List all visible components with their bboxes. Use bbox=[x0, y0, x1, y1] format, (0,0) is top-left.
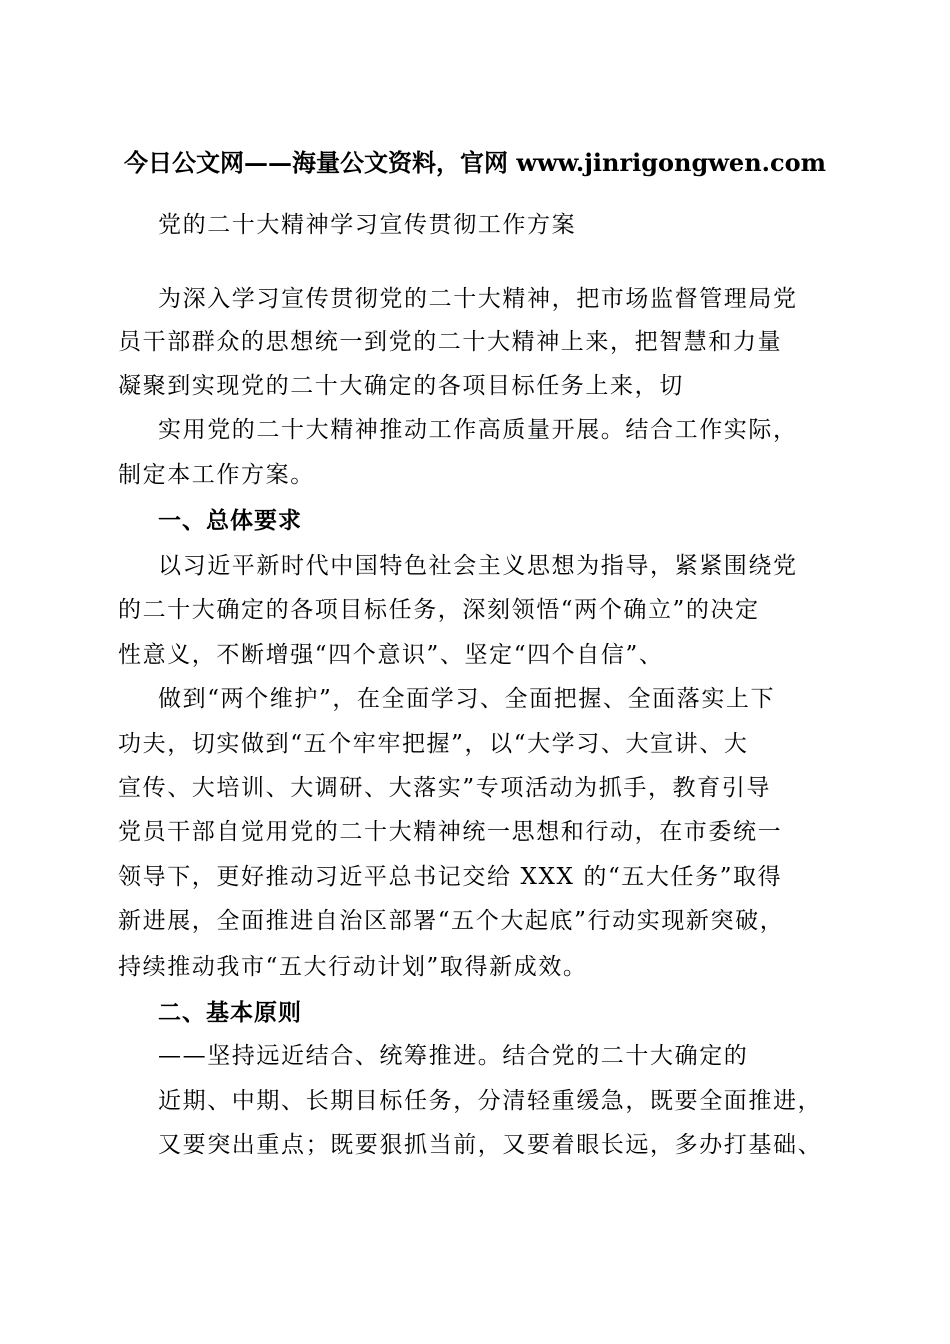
body-line: ——坚持远近结合、统筹推进。结合党的二十大确定的 bbox=[158, 1043, 749, 1069]
body-line: 做到“两个维护”，在全面学习、全面把握、全面落实上下 bbox=[158, 686, 776, 712]
section-heading: 二、基本原则 bbox=[158, 1000, 302, 1026]
body-line: 凝聚到实现党的二十大确定的各项目标任务上来，切 bbox=[118, 373, 684, 399]
body-line: 新进展，全面推进自治区部署“五个大起底”行动实现新突破， bbox=[118, 908, 785, 934]
body-line: 领导下，更好推动习近平总书记交给 XXX 的“五大任务”取得 bbox=[118, 864, 783, 890]
body-line: 近期、中期、长期目标任务，分清轻重缓急，既要全面推进， bbox=[158, 1088, 823, 1114]
body-line: 实用党的二十大精神推动工作高质量开展。结合工作实际， bbox=[158, 417, 798, 443]
body-line: 持续推动我市“五大行动计划”取得新成效。 bbox=[118, 954, 588, 980]
body-line: 性意义，不断增强“四个意识”、坚定“四个自信”、 bbox=[118, 642, 664, 668]
document-header: 今日公文网——海量公文资料，官网 www.jinrigongwen.com bbox=[123, 148, 827, 177]
body-line: 员干部群众的思想统一到党的二十大精神上来，把智慧和力量 bbox=[118, 329, 783, 355]
body-line: 以习近平新时代中国特色社会主义思想为指导，紧紧围绕党 bbox=[158, 553, 798, 579]
body-line: 党员干部自觉用党的二十大精神统一思想和行动，在市委统一 bbox=[118, 819, 783, 845]
body-line: 的二十大确定的各项目标任务，深刻领悟“两个确立”的决定 bbox=[118, 597, 760, 623]
body-line: 又要突出重点；既要狠抓当前，又要着眼长远，多办打基础、 bbox=[158, 1132, 823, 1158]
section-heading: 一、总体要求 bbox=[158, 508, 302, 534]
body-line: 制定本工作方案。 bbox=[118, 462, 315, 488]
body-line: 党的二十大精神学习宣传贯彻工作方案 bbox=[158, 212, 577, 238]
body-line: 为深入学习宣传贯彻党的二十大精神，把市场监督管理局党 bbox=[158, 286, 798, 312]
body-line: 功夫，切实做到“五个牢牢把握”，以“大学习、大宣讲、大 bbox=[118, 731, 749, 757]
body-line: 宣传、大培训、大调研、大落实”专项活动为抓手，教育引导 bbox=[118, 775, 771, 801]
